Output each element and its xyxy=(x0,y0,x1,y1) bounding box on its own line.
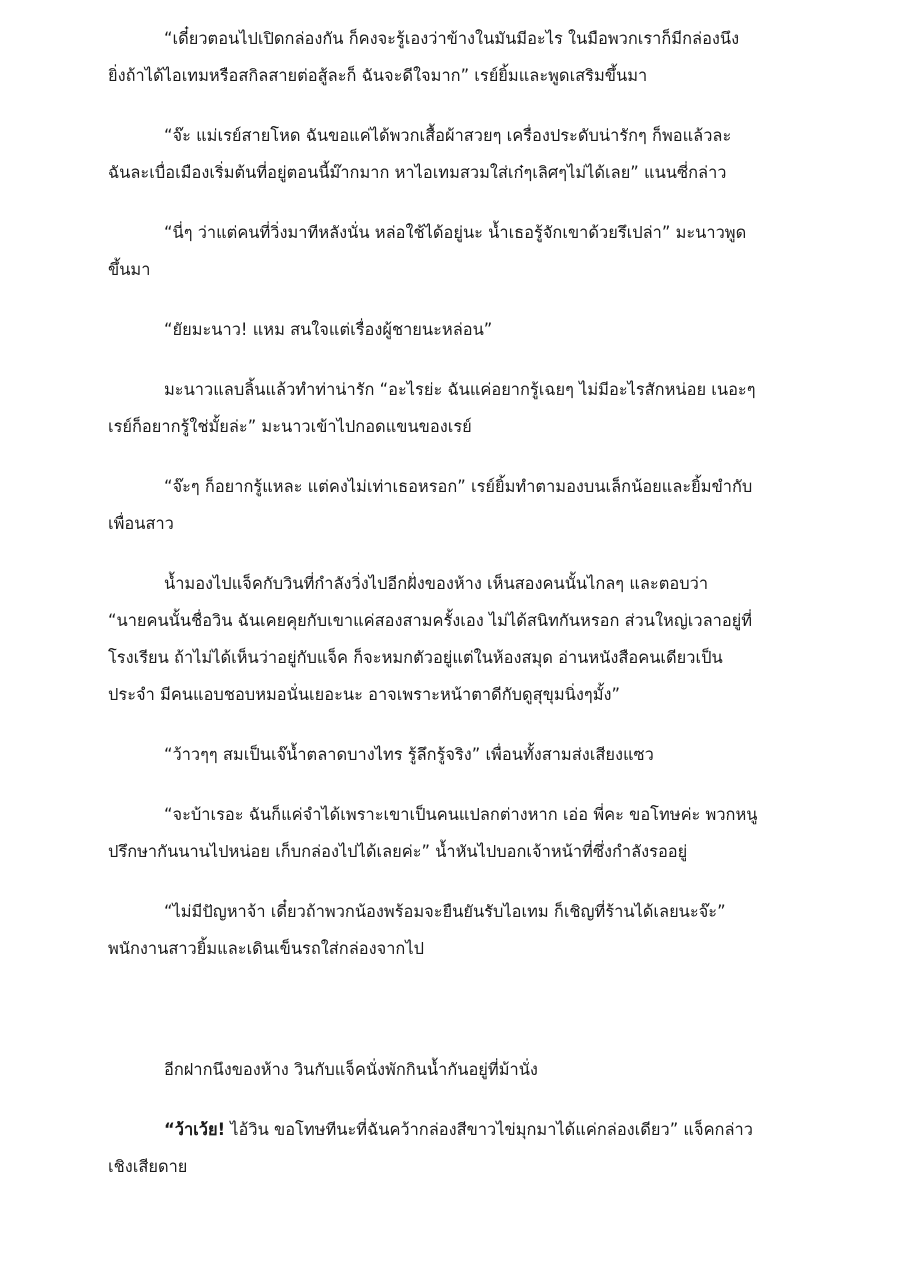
paragraph xyxy=(108,117,792,191)
paragraph-line: มะนาวแลบลิ้นแล้วทำท่าน่ารัก “อะไรย่ะ ฉันแค่อยากรู้เฉยๆ ไม่มีอะไรสักหน่อย เนอะๆ xyxy=(164,380,756,399)
paragraph-line: “จะบ้าเรอะ ฉันก็แค่จำได้เพราะเขาเป็นคนแปลกต่างหาก เอ่อ พี่คะ ขอโทษค่ะ พวกหนู xyxy=(164,805,758,824)
paragraph-line: “จ๊ะๆ ก็อยากรู้แหละ แต่คงไม่เท่าเธอหรอก” เรย์ยิ้มทำตามองบนเล็กน้อยและยิ้มขำกับ xyxy=(164,477,753,496)
paragraph-line: “ไม่มีปัญหาจ้า เดี๋ยวถ้าพวกน้องพร้อมจะยืนยันรับไอเทม ก็เชิญที่ร้านได้เลยนะจ๊ะ” xyxy=(164,902,726,921)
paragraph-line: ประจำ มีคนแอบชอบหมอนั่นเยอะนะ อาจเพราะหน้าตาดีกับดูสุขุมนิ่งๆมั้ง” xyxy=(108,685,620,704)
paragraph xyxy=(108,1051,792,1088)
paragraph xyxy=(108,1111,792,1185)
paragraph-line: อีกฝากนึงของห้าง วินกับแจ็คนั่งพักกินน้ำกันอยู่ที่ม้านั่ง xyxy=(164,1060,538,1079)
paragraph-line: น้ำมองไปแจ็คกับวินที่กำลังวิ่งไปอีกฝั่งของห้าง เห็นสองคนนั้นไกลๆ และตอบว่า xyxy=(164,574,709,593)
paragraph xyxy=(108,565,792,713)
paragraph-line: “นี่ๆ ว่าแต่คนที่วิ่งมาทีหลังนั่น หล่อใช้ได้อยู่นะ น้ำเธอรู้จักเขาด้วยรึเปล่า” มะนาวพูด xyxy=(164,223,747,242)
paragraph xyxy=(108,311,792,348)
story-body-continued xyxy=(108,1051,792,1088)
paragraph-line-rest: ไอ้วิน ขอโทษทีนะที่ฉันคว้ากล่องสีขาวไข่มุกมาได้แค่กล่องเดียว” แจ็คกล่าว xyxy=(225,1120,753,1139)
scene-break xyxy=(108,990,792,1051)
paragraph-line: “ว้าวๆๆ สมเป็นเจ๊น้ำตลาดบางไทร รู้ลึกรู้จริง” เพื่อนทั้งสามส่งเสียงแซว xyxy=(164,745,654,764)
paragraph-line: “ยัยมะนาว! แหม สนใจแต่เรื่องผู้ชายนะหล่อน” xyxy=(164,320,493,339)
paragraph-line xyxy=(108,1111,792,1148)
paragraph xyxy=(108,796,792,870)
story-body xyxy=(108,20,792,967)
paragraph xyxy=(108,214,792,288)
paragraph-line: “เดี๋ยวตอนไปเปิดกล่องกัน ก็คงจะรู้เองว่าข้างในมันมีอะไร ในมือพวกเราก็มีกล่องนึง xyxy=(164,29,740,48)
paragraph-line: เพื่อนสาว xyxy=(108,514,174,533)
paragraph xyxy=(108,371,792,445)
paragraph-line: เรย์ก็อยากรู้ใช่มั้ยล่ะ” มะนาวเข้าไปกอดแขนของเรย์ xyxy=(108,417,472,436)
paragraph xyxy=(108,20,792,94)
paragraph-line: “นายคนนั้นชื่อวิน ฉันเคยคุยกับเขาแค่สองสามครั้งเอง ไม่ได้สนิทกันหรอก ส่วนใหญ่เวลาอยู่ที่ xyxy=(108,611,753,630)
paragraph-line: ปรึกษากันนานไปหน่อย เก็บกล่องไปได้เลยค่ะ” น้ำหันไปบอกเจ้าหน้าที่ซึ่งกำลังรออยู่ xyxy=(108,842,688,861)
paragraph-line: ยิ่งถ้าได้ไอเทมหรือสกิลสายต่อสู้ละก็ ฉันจะดีใจมาก” เรย์ยิ้มและพูดเสริมขึ้นมา xyxy=(108,66,648,85)
paragraph xyxy=(108,468,792,542)
paragraph-line: “จ๊ะ แม่เรย์สายโหด ฉันขอแค่ได้พวกเสื้อผ้าสวยๆ เครื่องประดับน่ารักๆ ก็พอแล้วละ xyxy=(164,126,732,145)
paragraph-line: เชิงเสียดาย xyxy=(108,1157,188,1176)
bold-exclamation: “ว้าเว้ย! xyxy=(164,1120,226,1139)
paragraph-line: โรงเรียน ถ้าไม่ได้เห็นว่าอยู่กับแจ็ค ก็จะหมกตัวอยู่แต่ในห้องสมุด อ่านหนังสือคนเดียวเป็น xyxy=(108,648,723,667)
paragraph-line: พนักงานสาวยิ้มและเดินเข็นรถใส่กล่องจากไป xyxy=(108,939,424,958)
paragraph xyxy=(108,893,792,967)
paragraph-line: ขึ้นมา xyxy=(108,260,151,279)
paragraph-line: ฉันละเบื่อเมืองเริ่มต้นที่อยู่ตอนนี้ม๊ากมาก หาไอเทมสวมใส่เก๋ๆเลิศๆไม่ได้เลย” แนนซี่กล่าว xyxy=(108,163,727,182)
paragraph xyxy=(108,736,792,773)
